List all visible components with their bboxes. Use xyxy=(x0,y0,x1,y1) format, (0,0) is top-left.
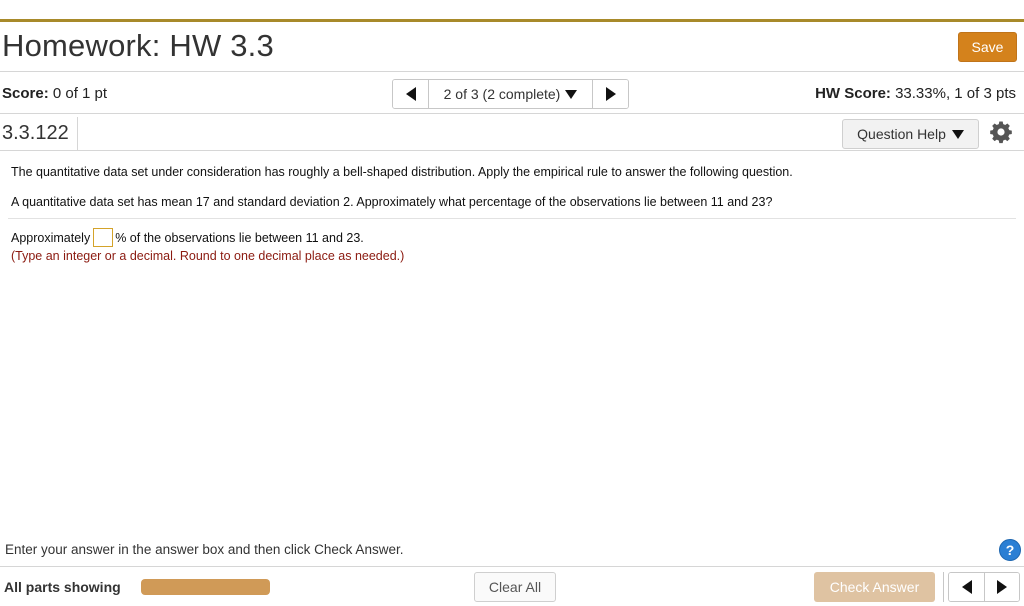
question-number: 3.3.122 xyxy=(0,117,78,150)
score-label: Score: xyxy=(2,85,49,102)
save-button[interactable]: Save xyxy=(958,32,1017,62)
question-selector-dropdown[interactable] xyxy=(428,80,593,108)
footer-question-navigator xyxy=(948,572,1020,602)
divider xyxy=(0,150,1024,151)
divider xyxy=(0,113,1024,114)
answer-input[interactable] xyxy=(93,228,113,247)
question-intro-text: The quantitative data set under consideration has roughly a bell-shaped distribution. Apply the empirical rule to answer the following question. xyxy=(11,165,793,179)
next-question-button[interactable] xyxy=(593,80,628,108)
hw-score-label: HW Score: xyxy=(815,85,891,102)
triangle-down-icon xyxy=(952,130,964,139)
score-value: 0 of 1 pt xyxy=(52,85,108,102)
question-help-label: Question Help xyxy=(857,126,946,142)
triangle-left-icon xyxy=(406,87,416,101)
triangle-right-icon xyxy=(606,87,616,101)
hw-score-display xyxy=(815,85,1016,102)
all-parts-showing-label: All parts showing xyxy=(4,579,121,595)
footer-previous-button[interactable] xyxy=(949,573,984,601)
question-navigator xyxy=(392,79,629,109)
question-prompt-text: A quantitative data set has mean 17 and standard deviation 2. Approximately what percentage of the observations lie between 11 and 23? xyxy=(11,195,773,209)
footer-next-button[interactable] xyxy=(984,573,1019,601)
page-title: Homework: HW 3.3 xyxy=(2,28,274,63)
question-selector-label: 2 of 3 (2 complete) xyxy=(443,86,561,102)
previous-question-button[interactable] xyxy=(393,80,428,108)
footer-instruction: Enter your answer in the answer box and then click Check Answer. xyxy=(5,542,404,557)
answer-suffix-text: % of the observations lie between 11 and 23. xyxy=(115,230,364,245)
answer-sentence xyxy=(11,228,364,247)
check-answer-button[interactable]: Check Answer xyxy=(814,572,935,602)
score-display xyxy=(2,85,107,102)
triangle-down-icon xyxy=(565,90,577,99)
answer-format-hint: (Type an integer or a decimal. Round to one decimal place as needed.) xyxy=(11,249,405,263)
triangle-right-icon xyxy=(997,580,1007,594)
gear-icon[interactable] xyxy=(989,120,1013,144)
header-accent-rule xyxy=(0,19,1024,22)
hw-score-value: 33.33%, 1 of 3 pts xyxy=(895,85,1016,102)
answer-prefix-text: Approximately xyxy=(11,230,91,245)
question-help-button[interactable] xyxy=(842,119,979,149)
divider xyxy=(0,566,1024,567)
parts-progress-bar xyxy=(141,579,270,595)
clear-all-button[interactable]: Clear All xyxy=(474,572,556,602)
divider xyxy=(8,218,1016,219)
help-circle-icon[interactable]: ? xyxy=(999,539,1021,561)
divider xyxy=(943,572,944,602)
divider xyxy=(0,71,1024,72)
triangle-left-icon xyxy=(962,580,972,594)
